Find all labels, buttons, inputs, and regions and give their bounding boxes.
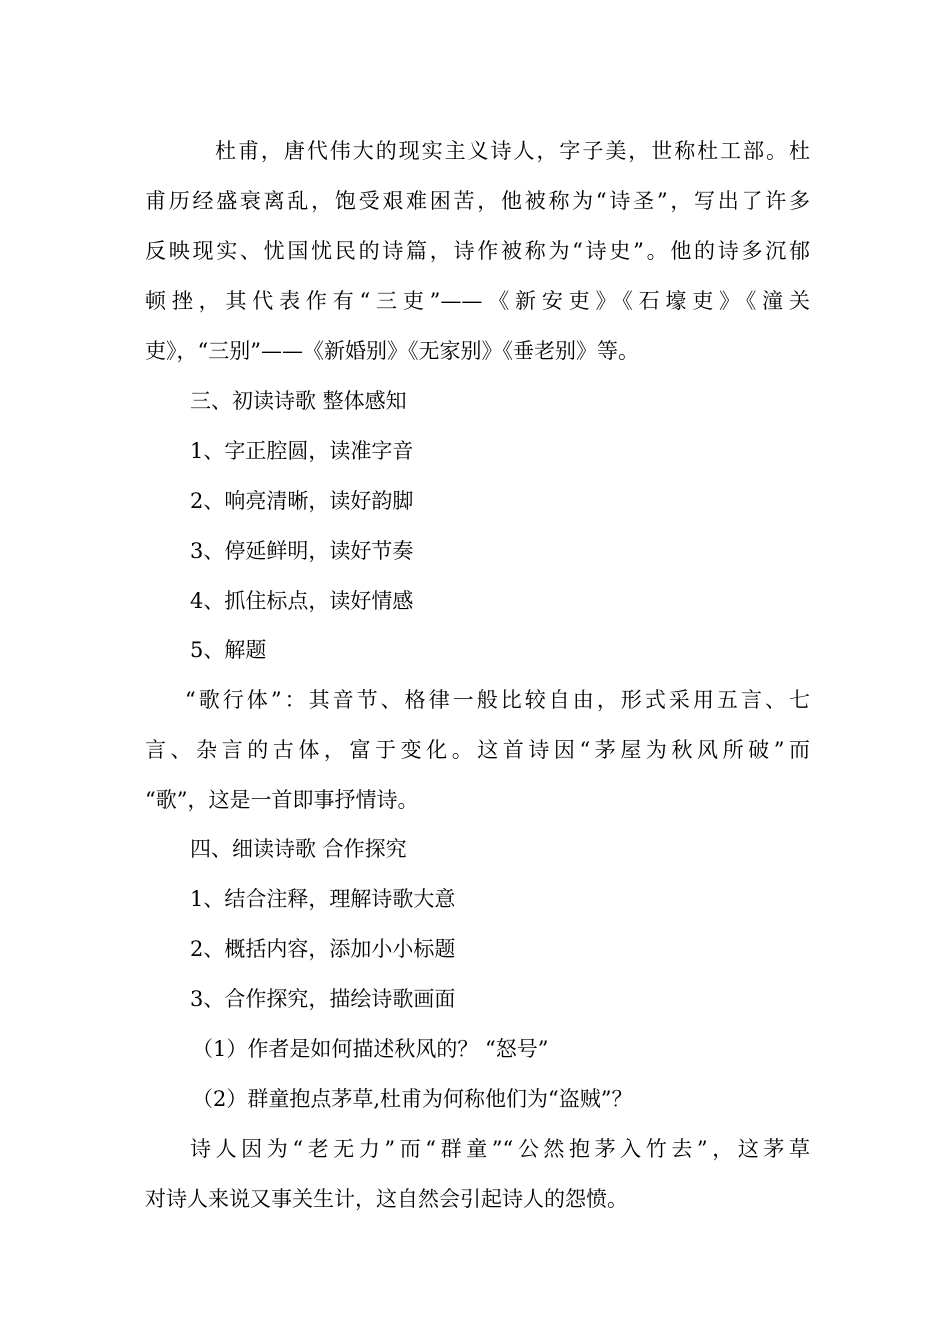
paragraph-line: 甫历经盛衰离乱，饱受艰难困苦，他被称为“诗圣”，写出了许多 bbox=[145, 189, 810, 213]
question-item: （2）群童抱点茅草,杜甫为何称他们为“盗贼”？ bbox=[192, 1087, 633, 1111]
paragraph-line: 反映现实、忧国忧民的诗篇，诗作被称为“诗史”。他的诗多沉郁 bbox=[145, 239, 810, 263]
question-item: （1）作者是如何描述秋风的？ “怒号” bbox=[192, 1037, 549, 1061]
paragraph-line: 杜甫，唐代伟大的现实主义诗人，字子美，世称杜工部。杜 bbox=[215, 139, 810, 163]
section-heading: 三、初读诗歌 整体感知 bbox=[190, 389, 407, 413]
list-item: 4、抓住标点，读好情感 bbox=[190, 589, 414, 613]
paragraph-line: 对诗人来说又事关生计，这自然会引起诗人的怨愤。 bbox=[145, 1187, 628, 1211]
paragraph-line: “歌”，这是一首即事抒情诗。 bbox=[145, 788, 419, 812]
paragraph-line: 吏》，“三别”——《新婚别》《无家别》《垂老别》等。 bbox=[145, 339, 639, 363]
paragraph-line: 言、杂言的古体，富于变化。这首诗因“茅屋为秋风所破”而 bbox=[145, 738, 810, 762]
list-item: 1、字正腔圆，读准字音 bbox=[190, 439, 414, 463]
list-item: 2、响亮清晰，读好韵脚 bbox=[190, 489, 414, 513]
paragraph-line: 诗人因为“老无力”而“群童”“公然抱茅入竹去”，这茅草 bbox=[190, 1137, 810, 1161]
list-item: 2、概括内容，添加小小标题 bbox=[190, 937, 456, 961]
paragraph-line: 顿挫，其代表作有“三吏”——《新安吏》《石壕吏》《潼关 bbox=[145, 289, 810, 313]
paragraph-line: “歌行体”：其音节、格律一般比较自由，形式采用五言、七 bbox=[185, 688, 810, 712]
list-item: 5、解题 bbox=[190, 638, 267, 662]
section-heading: 四、细读诗歌 合作探究 bbox=[190, 837, 407, 861]
list-item: 1、结合注释，理解诗歌大意 bbox=[190, 887, 456, 911]
list-item: 3、合作探究，描绘诗歌画面 bbox=[190, 987, 456, 1011]
list-item: 3、停延鲜明，读好节奏 bbox=[190, 539, 414, 563]
